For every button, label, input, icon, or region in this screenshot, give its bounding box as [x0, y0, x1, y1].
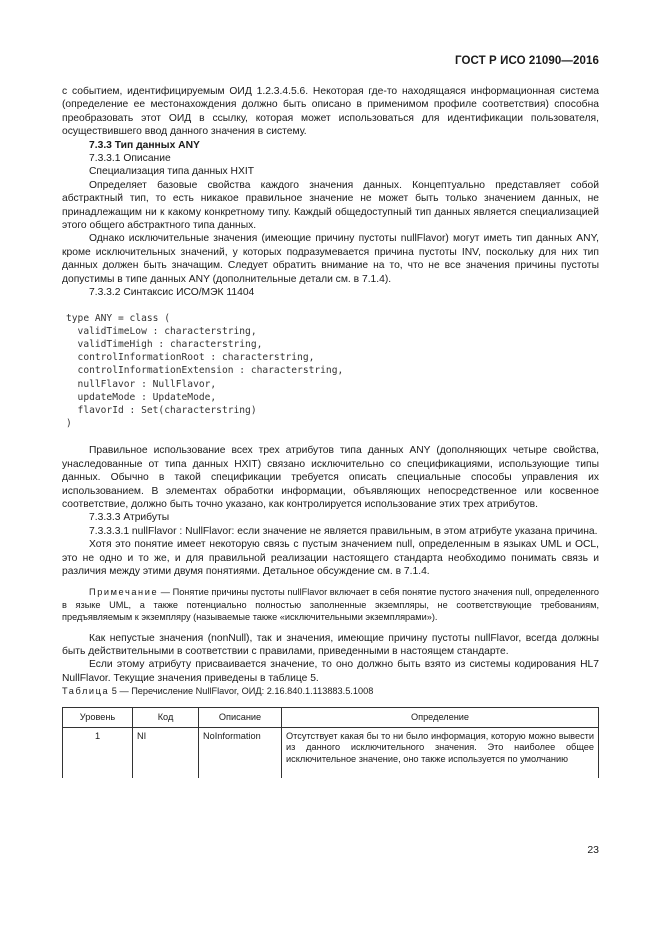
table-header-cell: Определение: [282, 707, 599, 727]
table-cell: 1: [63, 728, 133, 779]
code-line: nullFlavor : NullFlavor,: [66, 378, 217, 390]
specialization-line: Специализация типа данных HXIT: [89, 166, 255, 178]
table-header-cell: Код: [133, 707, 199, 727]
paragraph: 7.3.3.3.1 nullFlavor : NullFlavor: если значение не является правильным, в этом атрибуте указана причина.: [89, 525, 598, 537]
table-cell: NI: [133, 728, 199, 779]
code-line: validTimeLow : characterstring,: [66, 325, 257, 337]
table-cell: NoInformation: [199, 728, 282, 779]
table-caption-text: 5 — Перечисление NullFlavor, ОИД: 2.16.840.1.113883.5.1008: [109, 686, 374, 697]
subsection-heading-7-3-3-2: 7.3.3.2 Синтаксис ИСО/МЭК 11404: [89, 287, 255, 299]
nullflavor-table: [62, 707, 599, 778]
code-line: type ANY = class (: [66, 312, 170, 324]
code-block: [66, 312, 599, 431]
page-content: [62, 85, 599, 778]
table-caption-label: Таблица: [62, 686, 110, 697]
note-label: Примечание: [89, 587, 159, 598]
paragraph: Хотя это понятие имеет некоторую связь с пустым значением null, определенным в языках UML и OCL, это не одно и то же, и для правильной реализации настоящего стандарта необходимо понимать связь и различия между этими двумя понятиями. Детальное обсуждение см. в 7.1.4.: [62, 539, 599, 577]
standard-header: ГОСТ Р ИСО 21090—2016: [454, 55, 599, 67]
paragraph: Правильное использование всех трех атрибутов типа данных ANY (дополняющих четыре свойства, унаследованные от типа данных HXIT) связано исключительно со спецификациями, использующие типы данных. Обычно в такой спецификации требуется описать специальные способы управления их использованием. В элементах обработки информации, объявляющих непосредственное или косвенное соответствие, должно быть точно указано, как контролируется использование этих трех атрибутов.: [62, 445, 599, 510]
note-text: — Понятие причины пустоты nullFlavor включает в себя понятие пустого значения null, определенного в языке UML, а также потенциально полностью заполненные экземпляры, не соответствующие требованиям, предъявляемым к экземпляру (называемые также «исключительными экземплярами»).: [62, 587, 599, 623]
code-line: updateMode : UpdateMode,: [66, 391, 217, 403]
paragraph: Если этому атрибуту присваивается значение, то оно должно быть взято из системы кодирования HL7 NullFlavor. Текущие значения приведены в таблице 5.: [62, 659, 599, 684]
paragraph: Однако исключительные значения (имеющие причину пустоты nullFlavor) могут иметь тип данных ANY, кроме исключительных значений, у которых подразумевается причина пустоты INV, поскольку для них тип данных должен быть значащим. Следует обратить внимание на то, что не все значения причины пустоты допустимы в типе данных ANY (дополнительные детали см. в 7.1.4).: [62, 233, 599, 285]
table-header-row: [63, 707, 599, 727]
table-header-cell: Уровень: [63, 707, 133, 727]
code-line: validTimeHigh : characterstring,: [66, 338, 263, 350]
page-number: 23: [587, 844, 599, 856]
subsection-heading-7-3-3-1: 7.3.3.1 Описание: [89, 153, 171, 165]
table-header-cell: Описание: [199, 707, 282, 727]
paragraph: с событием, идентифицируемым ОИД 1.2.3.4.5.6. Некоторая где-то находящаяся информационная система (определение ее местонахождения должно быть описано в применимом профиле соответствия) способна преобразовать этот ОИД в ссылку, которая может использоваться для идентификации пользователя, осуществившего ввод данного значения в систему.: [62, 86, 599, 138]
code-line: ): [66, 418, 72, 430]
paragraph: Определяет базовые свойства каждого значения данных. Концептуально представляет собой абстрактный тип, то есть никакое правильное значение не может быть только значением данных, не принадлежащим ни к какому конкретному типу. Каждый общедоступный тип данных является специализацией этого общего абстрактного типа данных.: [62, 179, 599, 232]
table-row: [63, 728, 599, 779]
code-line: controlInformationRoot : characterstring,: [66, 352, 315, 364]
code-line: flavorId : Set(characterstring): [66, 404, 257, 416]
section-heading-7-3-3: 7.3.3 Тип данных ANY: [89, 139, 200, 151]
table-caption: [62, 685, 599, 698]
note: [62, 586, 599, 623]
code-line: controlInformationExtension : characterstring,: [66, 365, 344, 377]
table-cell: Отсутствует какая бы то ни было информация, которую можно вывести из данного исключительного значения. Это наиболее общее исключительное значение, оно также используется по умолчанию: [282, 728, 599, 779]
paragraph: Как непустые значения (nonNull), так и значения, имеющие причину пустоты nullFlavor, всегда должны быть действительными в соответствии с правилами, приведенными в настоящем стандарте.: [62, 632, 599, 658]
subsection-heading-7-3-3-3: 7.3.3.3 Атрибуты: [89, 512, 170, 524]
